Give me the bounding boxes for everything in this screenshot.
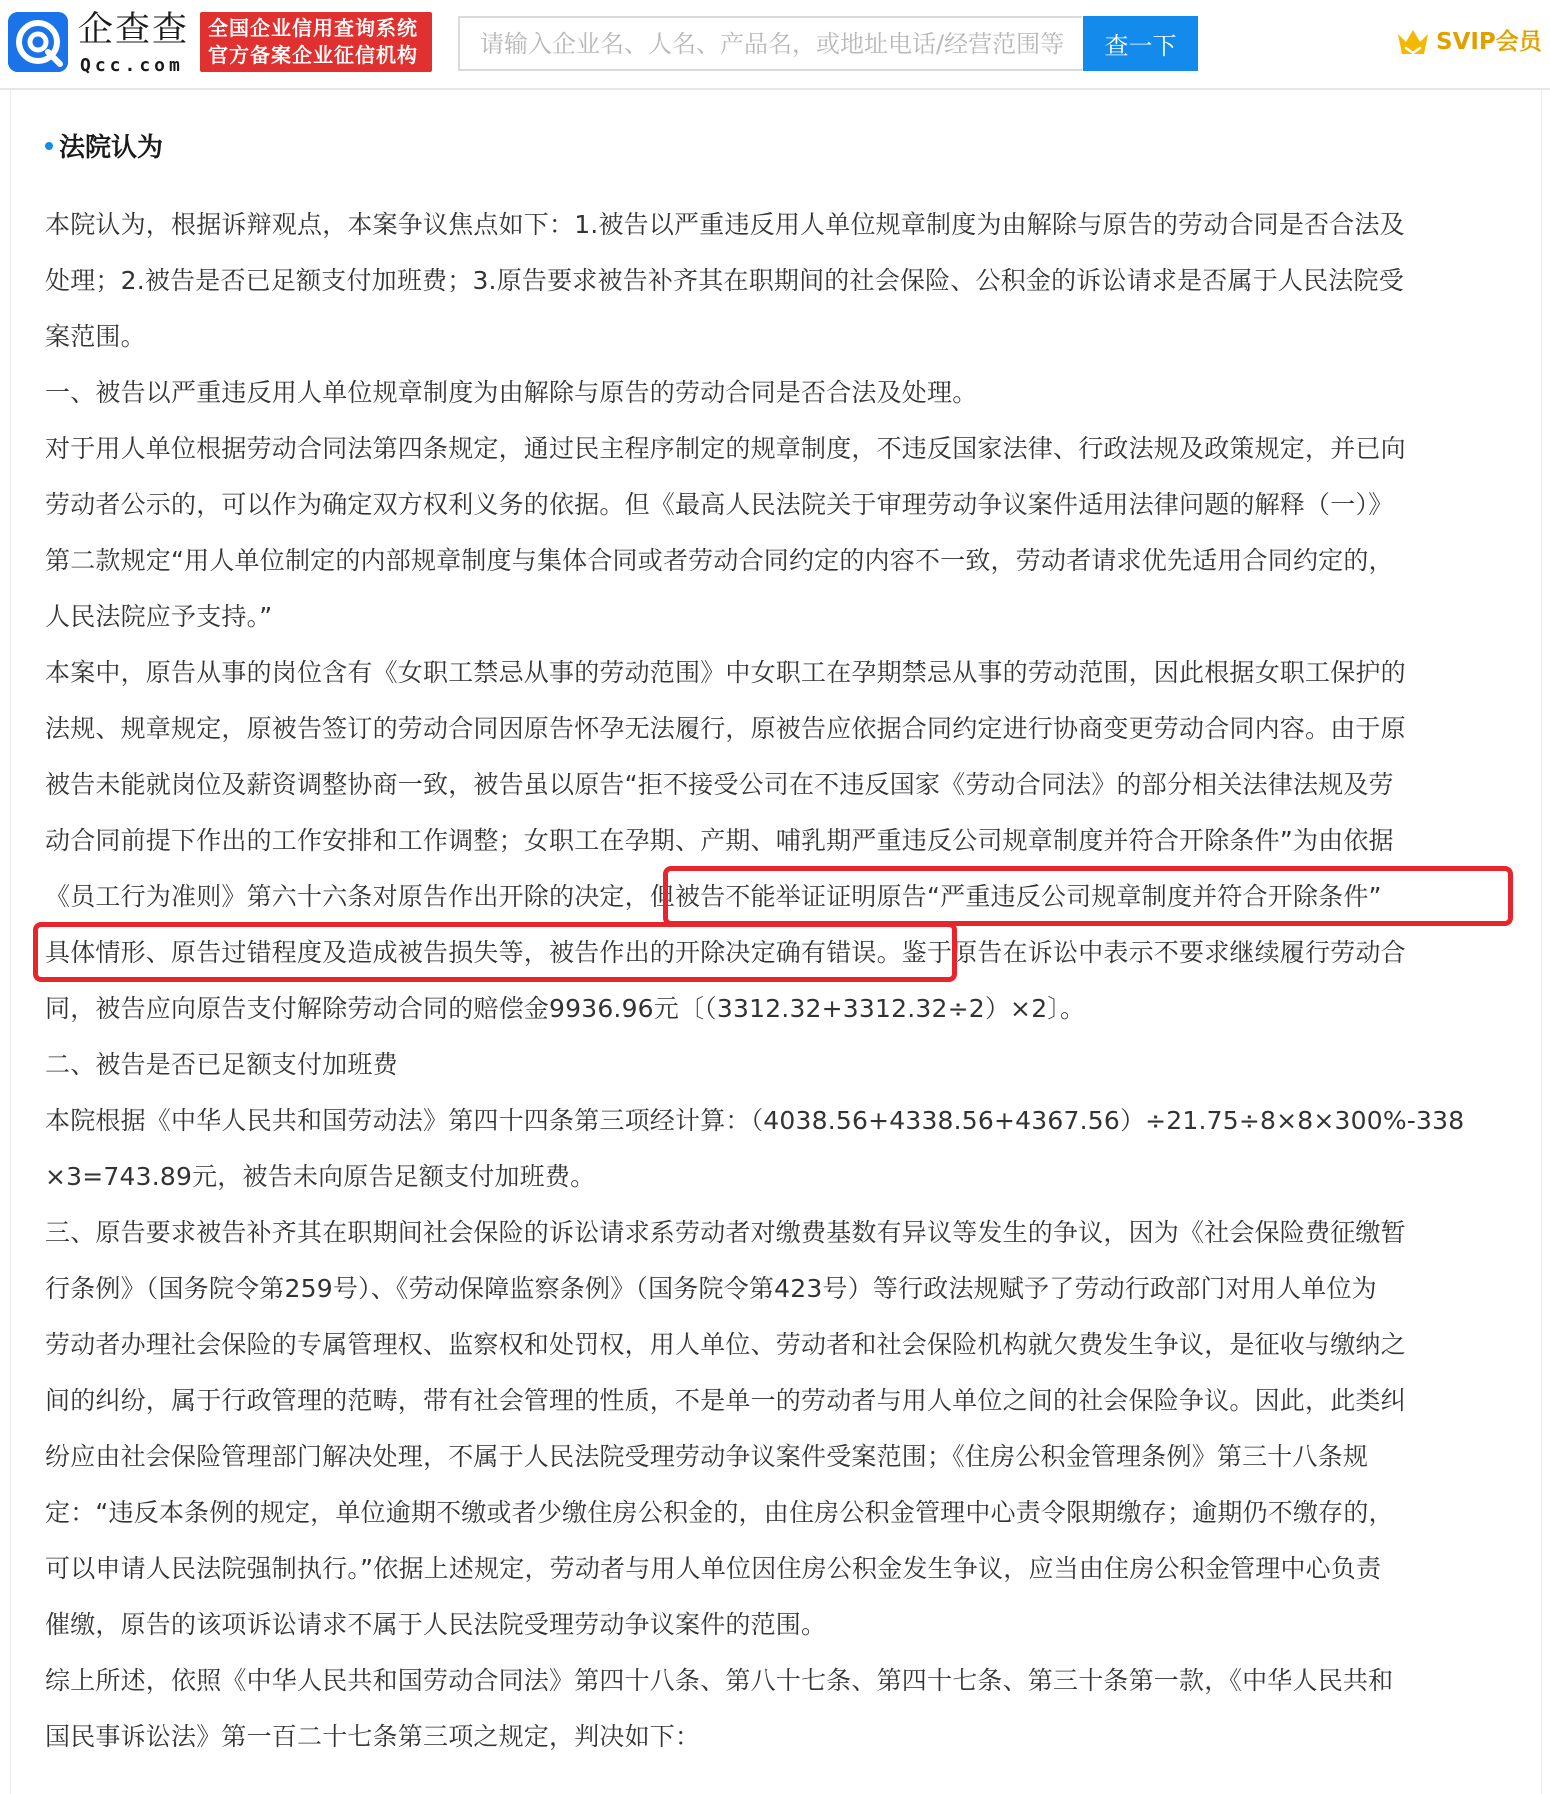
paragraph-line: 定：“违反本条例的规定，单位逾期不缴或者少缴住房公积金的，由住房公积金管理中心责令限期缴存；逾期仍不缴存的， bbox=[45, 1498, 1394, 1527]
paragraph-line: 本院认为，根据诉辩观点，本案争议焦点如下：1.被告以严重违反用人单位规章制度为由解除与原告的劳动合同是否合法及 bbox=[45, 210, 1405, 239]
logo-domain: Qcc.com bbox=[80, 55, 184, 76]
paragraph-line: 可以申请人民法院强制执行。”依据上述规定，劳动者与用人单位因住房公积金发生争议，应当由住房公积金管理中心负责 bbox=[45, 1554, 1382, 1583]
paragraph-line: 国民事诉讼法》第一百二十七条第三项之规定，判决如下： bbox=[45, 1722, 701, 1751]
paragraph-line: 一、被告以严重违反用人单位规章制度为由解除与原告的劳动合同是否合法及处理。 bbox=[45, 378, 978, 407]
paragraph-line: 间的纠纷，属于行政管理的范畴，带有社会管理的性质，不是单一的劳动者与用人单位之间的社会保险争议。因此，此类纠 bbox=[45, 1386, 1406, 1415]
paragraph-line: 本案中，原告从事的岗位含有《女职工禁忌从事的劳动范围》中女职工在孕期禁忌从事的劳动范围，因此根据女职工保护的 bbox=[45, 658, 1406, 687]
paragraph-line: 动合同前提下作出的工作安排和工作调整；女职工在孕期、产期、哺乳期严重违反公司规章制度并符合开除条件”为由依据 bbox=[45, 826, 1394, 855]
section-title bbox=[45, 130, 163, 166]
paragraph-line: 具体情形、原告过错程度及造成被告损失等，被告作出的开除决定确有错误。鉴于原告在诉讼中表示不要求继续履行劳动合 bbox=[45, 938, 1406, 967]
paragraph-line: 综上所述，依照《中华人民共和国劳动合同法》第四十八条、第八十七条、第四十七条、第三十条第一款，《中华人民共和 bbox=[45, 1666, 1394, 1695]
title-bullet-icon bbox=[45, 142, 53, 150]
top-header bbox=[0, 0, 1550, 90]
search-input[interactable] bbox=[460, 18, 1080, 69]
svip-member-link[interactable] bbox=[1396, 22, 1546, 62]
paragraph-line: 处理；2.被告是否已足额支付加班费；3.原告要求被告补齐其在职期间的社会保险、公积金的诉讼请求是否属于人民法院受 bbox=[45, 266, 1404, 295]
paragraph-line: 二、被告是否已足额支付加班费 bbox=[45, 1050, 398, 1079]
cert-badge-line2: 官方备案企业征信机构 bbox=[208, 43, 418, 67]
paragraph-line: 法规、规章规定，原被告签订的劳动合同因原告怀孕无法履行，原被告应依据合同约定进行协商变更劳动合同内容。由于原 bbox=[45, 714, 1406, 743]
logo-chinese-name: 企查查 bbox=[78, 10, 190, 50]
qcc-logo-icon[interactable] bbox=[8, 12, 68, 72]
paragraph-line: 催缴，原告的该项诉讼请求不属于人民法院受理劳动争议案件的范围。 bbox=[45, 1610, 827, 1639]
paragraph-line: 行条例》（国务院令第259号）、《劳动保障监察条例》（国务院令第423号）等行政法规赋予了劳动行政部门对用人单位为 bbox=[45, 1274, 1377, 1303]
crown-icon bbox=[1396, 26, 1430, 58]
search-box bbox=[458, 16, 1082, 71]
paragraph-line: 本院根据《中华人民共和国劳动法》第四十四条第三项经计算：（4038.56+4338.56+4367.56）÷21.75÷8×8×300%-338 bbox=[45, 1106, 1465, 1135]
paragraph-line: 人民法院应予支持。” bbox=[45, 602, 273, 631]
paragraph-line: 劳动者办理社会保险的专属管理权、监察权和处罚权，用人单位、劳动者和社会保险机构就欠费发生争议，是征收与缴纳之 bbox=[45, 1330, 1406, 1359]
qcc-logo-glyph bbox=[8, 12, 68, 72]
highlight-box-lower bbox=[33, 922, 957, 982]
highlight-box-upper bbox=[663, 866, 1513, 926]
cert-badge-line1: 全国企业信用查询系统 bbox=[208, 16, 418, 40]
search-button[interactable]: 查一下 bbox=[1083, 16, 1198, 71]
paragraph-line: 被告未能就岗位及薪资调整协商一致，被告虽以原告“拒不接受公司在不违反国家《劳动合同法》的部分相关法律法规及劳 bbox=[45, 770, 1394, 799]
section-title-text: 法院认为 bbox=[59, 133, 164, 163]
paragraph-line: ×3=743.89元，被告未向原告足额支付加班费。 bbox=[45, 1162, 596, 1191]
paragraph-line: 《员工行为准则》第六十六条对原告作出开除的决定，但被告不能举证证明原告“严重违反公司规章制度并符合开除条件” bbox=[45, 882, 1382, 911]
certification-badge bbox=[200, 12, 432, 72]
judgment-content bbox=[10, 90, 1542, 1794]
paragraph-line: 劳动者公示的，可以作为确定双方权利义务的依据。但《最高人民法院关于审理劳动争议案件适用法律问题的解释（一）》 bbox=[45, 490, 1394, 519]
svip-label: SVIP会员 bbox=[1436, 29, 1542, 55]
paragraph-line: 第二款规定“用人单位制定的内部规章制度与集体合同或者劳动合同约定的内容不一致，劳动者请求优先适用合同约定的， bbox=[45, 546, 1394, 575]
paragraph-line: 三、原告要求被告补齐其在职期间社会保险的诉讼请求系劳动者对缴费基数有异议等发生的争议，因为《社会保险费征缴暂 bbox=[45, 1218, 1406, 1247]
paragraph-line: 纷应由社会保险管理部门解决处理，不属于人民法院受理劳动争议案件受案范围；《住房公积金管理条例》第三十八条规 bbox=[45, 1442, 1369, 1471]
paragraph-line: 案范围。 bbox=[45, 322, 146, 351]
logo-wordmark[interactable] bbox=[78, 6, 188, 80]
paragraph-line: 对于用人单位根据劳动合同法第四条规定，通过民主程序制定的规章制度，不违反国家法律、行政法规及政策规定，并已向 bbox=[45, 434, 1406, 463]
paragraph-line: 同，被告应向原告支付解除劳动合同的赔偿金9936.96元〔（3312.32+3312.32÷2）×2〕。 bbox=[45, 994, 1086, 1023]
